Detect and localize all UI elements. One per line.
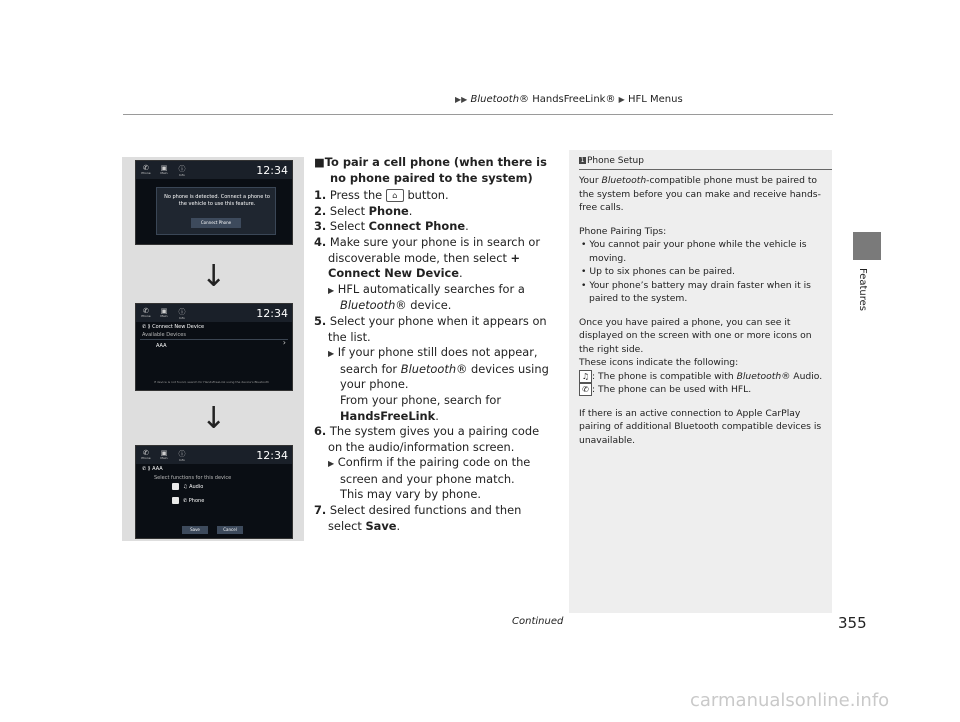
step-7: 7. Select desired functions and then select Save. [314, 503, 522, 533]
step-5-note: From your phone, search for HandsFreeLink. [340, 392, 502, 423]
clock: 12:34 [256, 164, 288, 177]
page-number: 355 [838, 614, 867, 632]
clock: 12:34 [256, 307, 288, 320]
result-arrow-icon: ▶ [328, 285, 335, 295]
down-arrow-icon: ↓ [201, 259, 227, 294]
note-heading: 1 Phone Setup [580, 156, 644, 166]
screen-title: ✆ ⟫ Connect New Device [142, 324, 205, 330]
divider [140, 339, 288, 340]
icon-bar [136, 304, 292, 322]
screen-select-functions [135, 445, 293, 539]
breadcrumb-part: Bluetooth [470, 94, 520, 105]
device-item[interactable]: AAA [156, 343, 167, 349]
breadcrumb-part: ® HandsFreeLink® [519, 94, 616, 105]
audio-option: ♫ Audio [183, 484, 204, 490]
note-divider [579, 169, 832, 170]
note-marker-icon: 1 [580, 157, 585, 164]
note-tip: • Up to six phones can be paired. [581, 266, 735, 277]
result-arrow-icon: ▶ [328, 349, 335, 359]
phone-icon: ✆ [579, 383, 592, 396]
instructions [314, 155, 554, 534]
main-icon: ▣ Main [160, 164, 168, 175]
icon-bar [136, 161, 292, 179]
step-6-result: ▶ Confirm if the pairing code on the screen and your phone match. [328, 455, 531, 486]
info-icon: ⓘ Info [178, 450, 186, 462]
triangle-icon: ▶▶ [455, 95, 468, 104]
screen-no-phone [135, 160, 293, 245]
step-1: 1. Press the ⌂ button. [314, 188, 449, 203]
info-icon: ⓘ Info [178, 308, 186, 320]
triangle-icon: ▶ [618, 95, 625, 104]
phone-icon: ✆ Phone [141, 307, 151, 318]
note-paragraph: If there is an active connection to Apple CarPlay pairing of additional Bluetooth compatible devices is unavailable. [579, 407, 822, 446]
dialog-message: No phone is detected. Connect a phone to the vehicle to use this feature. [164, 194, 270, 207]
save-button[interactable]: Save [182, 526, 208, 534]
header-divider [123, 114, 833, 115]
chevron-right-icon: › [282, 338, 286, 347]
home-button-icon: ⌂ [386, 189, 404, 202]
note-box [569, 150, 832, 613]
audio-checkbox[interactable] [172, 483, 179, 490]
note-body [579, 174, 825, 447]
step-4: 4. Make sure your phone is in search or discoverable mode, then select + Connect New Device. [314, 234, 541, 281]
phone-icon: ✆ Phone [141, 449, 151, 460]
screen-subtitle: Select functions for this device [154, 475, 232, 481]
cancel-button[interactable]: Cancel [217, 526, 243, 534]
main-icon: ▣ Main [160, 449, 168, 460]
phone-checkbox[interactable] [172, 497, 179, 504]
screen-footer: If device is not found, search for HandsFreeLink using the device's Bluetooth [154, 380, 270, 384]
connect-phone-button[interactable]: Connect Phone [191, 218, 241, 228]
screen-title: ✆ ⟫ AAA [142, 466, 163, 472]
icon-bar [136, 446, 292, 464]
phone-option: ✆ Phone [183, 498, 205, 504]
result-arrow-icon: ▶ [328, 459, 335, 469]
step-5: 5. Select your phone when it appears on the list. [314, 313, 547, 344]
breadcrumb [455, 94, 683, 105]
step-5-result: ▶ If your phone still does not appear, search for Bluetooth® devices using your phone. [328, 345, 549, 392]
note-paragraph: Your Bluetooth-compatible phone must be paired to the system before you can make and receive hands-free calls. [579, 175, 821, 213]
dialog [156, 187, 276, 235]
music-note-icon: ♫ [579, 370, 592, 383]
step-6-note: This may vary by phone. [340, 487, 481, 502]
step-3: 3. Select Connect Phone. [314, 219, 469, 234]
step-4-result: ▶ HFL automatically searches for a Bluetooth® device. [328, 281, 525, 313]
section-label: Features [857, 268, 868, 311]
note-tip: • You cannot pair your phone while the vehicle is moving. [581, 239, 807, 264]
note-icon-line: ♫ : The phone is compatible with Bluetooth® Audio. [579, 370, 825, 384]
note-icon-line: ✆ : The phone can be used with HFL. [579, 383, 825, 397]
note-paragraph: These icons indicate the following: [579, 357, 739, 368]
section-tab [853, 232, 881, 260]
screen-subtitle: Available Devices [142, 332, 186, 338]
main-icon: ▣ Main [160, 307, 168, 318]
screen-connect-device [135, 303, 293, 391]
watermark: carmanualsonline.info [690, 690, 890, 711]
step-2: 2. Select Phone. [314, 203, 413, 218]
down-arrow-icon: ↓ [201, 401, 227, 436]
phone-icon: ✆ Phone [141, 164, 151, 175]
note-tips-title: Phone Pairing Tips: [579, 225, 667, 237]
breadcrumb-part: HFL Menus [628, 94, 683, 105]
section-heading: ■To pair a cell phone (when there is no phone paired to the system) [314, 155, 547, 185]
info-icon: ⓘ Info [178, 165, 186, 177]
step-6: 6. The system gives you a pairing code on the audio/information screen. [314, 424, 540, 454]
clock: 12:34 [256, 449, 288, 462]
note-tip: • Your phone’s battery may drain faster when it is paired to the system. [581, 279, 811, 304]
note-paragraph: Once you have paired a phone, you can see it displayed on the screen with one or more icons on the right side. [579, 316, 812, 355]
continued-label: Continued [512, 616, 564, 627]
